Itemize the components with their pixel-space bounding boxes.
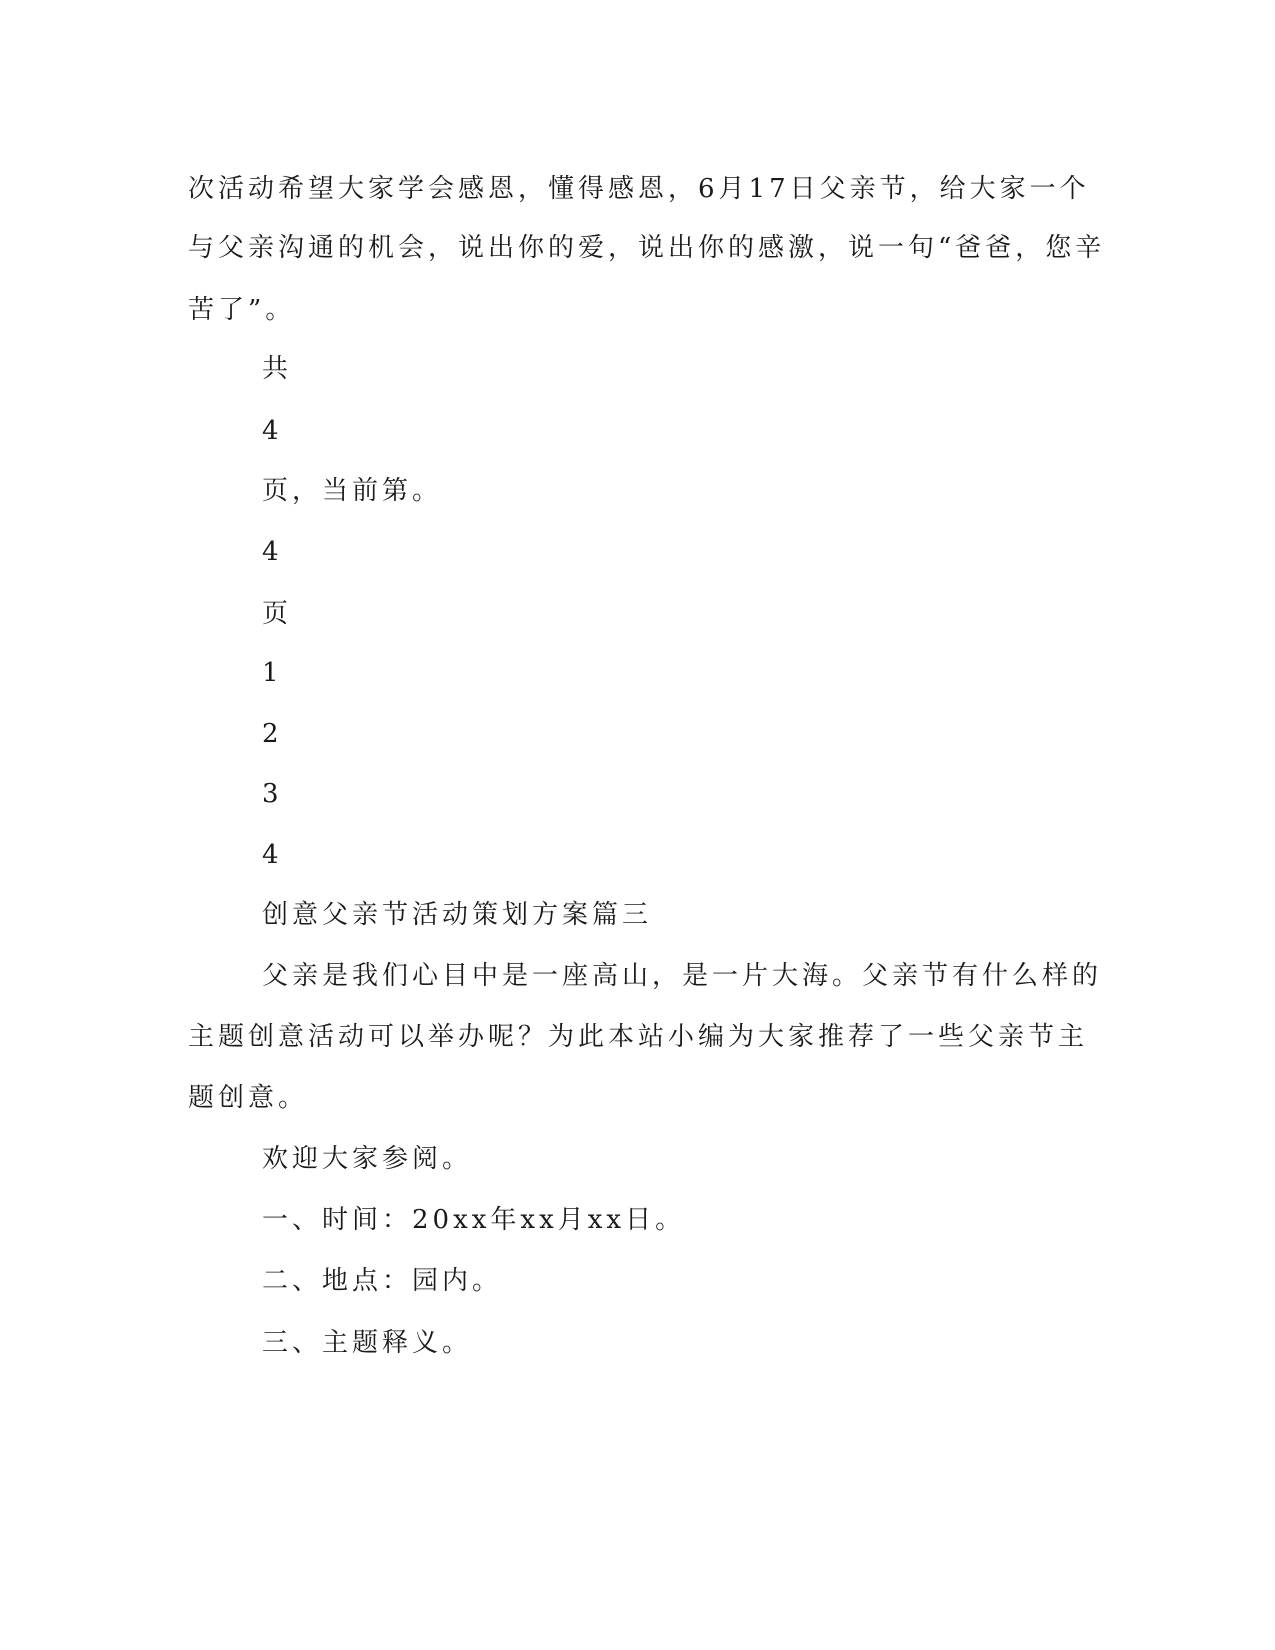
body-text-line: 题创意。 (188, 1083, 309, 1113)
page-count-current-label: 页，当前第。 (262, 476, 443, 506)
page-link-4: 4 (262, 840, 283, 870)
page-count-total: 4 (262, 416, 283, 446)
body-text-line: 父亲是我们心目中是一座高山，是一片大海。父亲节有什么样的 (262, 961, 1103, 991)
body-text-line: 苦了”。 (188, 295, 296, 325)
list-item-theme: 三、主题释义。 (262, 1328, 473, 1358)
page-count-current: 4 (262, 537, 283, 567)
page-link-2: 2 (262, 719, 283, 749)
page-link-1: 1 (262, 658, 283, 688)
page-count-label: 共 (262, 354, 293, 384)
section-heading: 创意父亲节活动策划方案篇三 (262, 900, 653, 930)
page-count-suffix: 页 (262, 599, 293, 629)
body-text-line: 与父亲沟通的机会，说出你的爱，说出你的感激，说一句“爸爸，您辛 (188, 233, 1106, 263)
list-item-location: 二、地点：园内。 (262, 1266, 503, 1296)
list-item-time: 一、时间：20xx年xx月xx日。 (262, 1205, 686, 1235)
body-text-line: 欢迎大家参阅。 (262, 1144, 473, 1174)
page-link-3: 3 (262, 779, 283, 809)
body-text-line: 主题创意活动可以举办呢？为此本站小编为大家推荐了一些父亲节主 (188, 1022, 1089, 1052)
body-text-line: 次活动希望大家学会感恩，懂得感恩，6月17日父亲节，给大家一个 (188, 174, 1090, 204)
